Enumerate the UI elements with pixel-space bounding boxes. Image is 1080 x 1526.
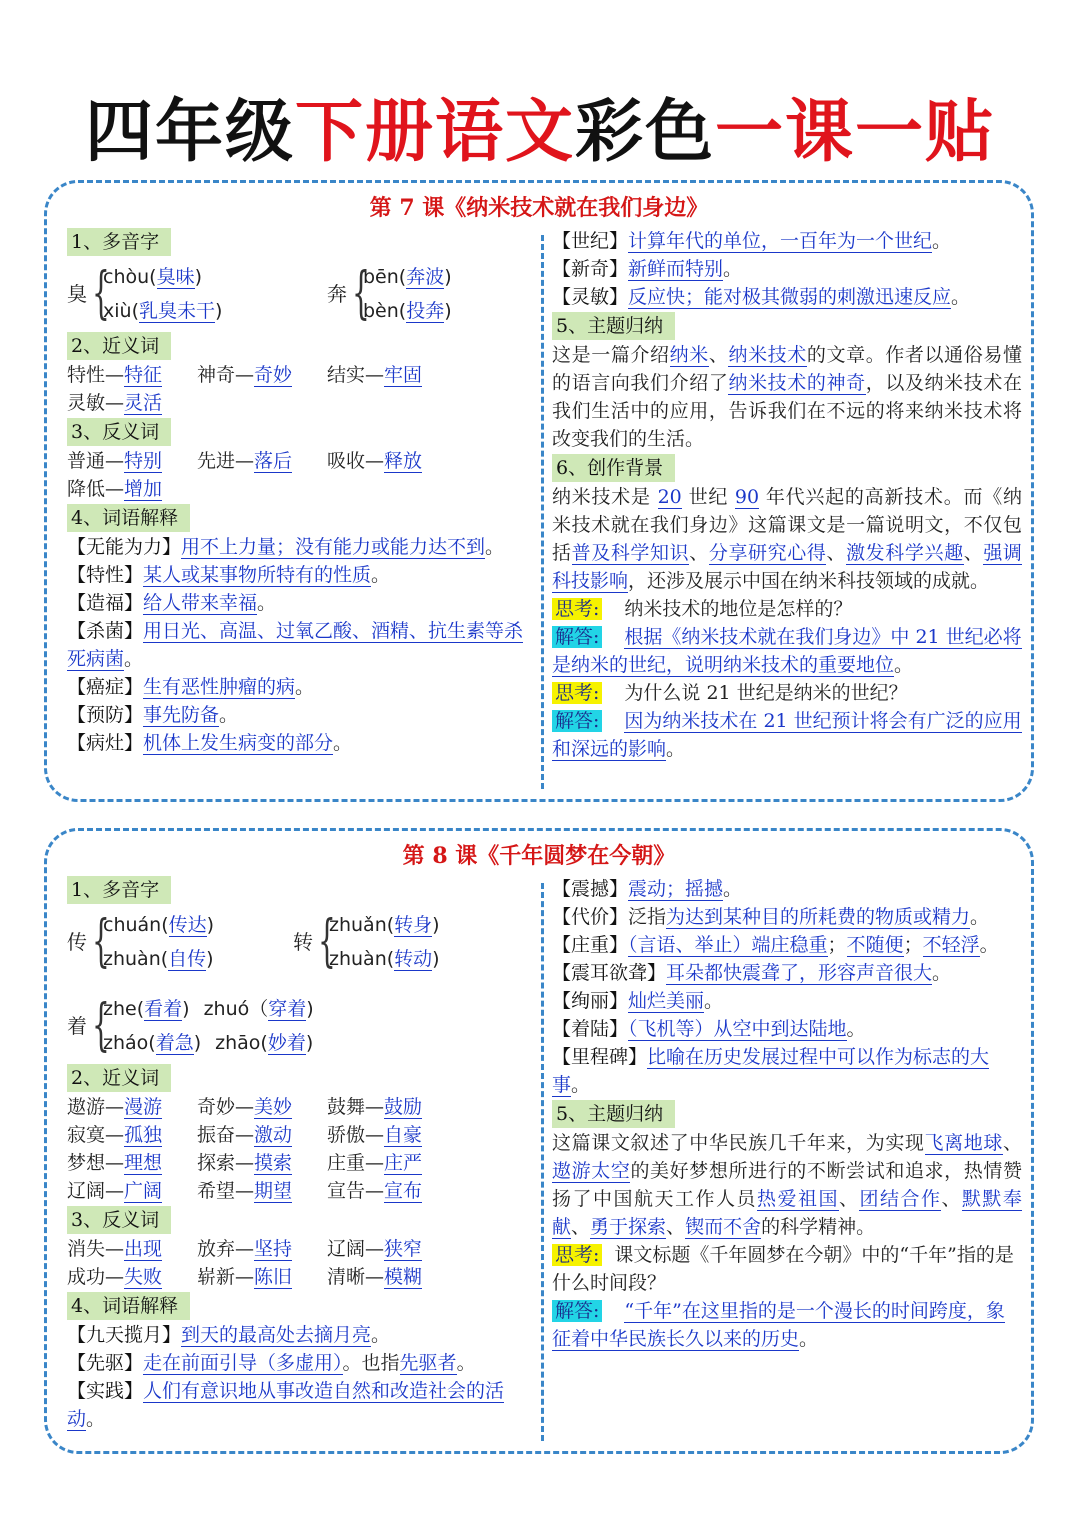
answer [552, 623, 1022, 679]
poly-char: 着 [67, 1014, 87, 1038]
term: 【新奇】 [552, 258, 629, 280]
text: 、 [689, 542, 709, 564]
lesson-7-left-column [67, 227, 533, 757]
word: 辽阔— [327, 1238, 385, 1260]
term: 【震撼】 [552, 878, 629, 900]
term: 【震耳欲聋】 [552, 962, 667, 984]
question-label: 思考: [552, 598, 602, 620]
antonym: 释放 [384, 450, 423, 472]
definition-item [552, 227, 1022, 255]
term: 【代价】 [552, 906, 629, 928]
definition: 人们有意识地从事改造自然和改造社会的活动 [67, 1380, 505, 1430]
paren: ) [206, 948, 214, 970]
antonym: 坚持 [254, 1238, 293, 1260]
definition-item [67, 589, 533, 617]
term: 【世纪】 [552, 230, 629, 252]
reading-word: 穿着 [268, 998, 307, 1020]
antonym: 陈旧 [254, 1266, 293, 1288]
definition: 不轻浮 [922, 934, 980, 956]
text: 的科学精神。 [761, 1216, 876, 1238]
word: 遨游— [67, 1096, 125, 1118]
word: 辽阔— [67, 1180, 125, 1202]
page-title [0, 78, 1080, 175]
poly-char: 传 [67, 930, 87, 954]
reading: zhuó（ [203, 998, 269, 1020]
term: 【实践】 [67, 1380, 144, 1402]
synonym: 摸索 [254, 1152, 293, 1174]
title-part-2: 下册语文 [294, 93, 575, 172]
lesson-8-card [44, 828, 1034, 1454]
question-text: 课文标题《千年圆梦在今朝》中的“千年”指的是什么时间段？ [552, 1244, 1014, 1294]
punct: 。 [799, 1328, 819, 1350]
reading-word: 着急 [155, 1032, 194, 1054]
question-label: 思考: [552, 682, 602, 704]
definition: 灿烂美丽 [628, 990, 705, 1012]
synonym: 宣布 [384, 1180, 423, 1202]
word: 鼓舞— [327, 1096, 385, 1118]
answer-label: 解答: [552, 1300, 602, 1322]
text: 泛指 [628, 906, 667, 928]
reading-word: 投奔 [406, 300, 445, 322]
column-divider [541, 235, 544, 789]
definition: （飞机等）从空中到达陆地 [628, 1018, 847, 1040]
punct: 。 [846, 1018, 866, 1040]
reading-word: 妙着 [267, 1032, 306, 1054]
synonym: 漫游 [124, 1096, 163, 1118]
term: 【绚丽】 [552, 990, 629, 1012]
punct: 。 [894, 654, 914, 676]
antonym-row [67, 447, 533, 475]
synonym: 理想 [124, 1152, 163, 1174]
definition: 用日光、高温、过氧乙酸、酒精、抗生素等杀死病菌 [67, 620, 524, 670]
word: 宣告— [327, 1180, 385, 1202]
punct: 。 [295, 676, 315, 698]
theme-paragraph [552, 341, 1022, 453]
term: 【造福】 [67, 592, 144, 614]
keyword: 锲而不舍 [685, 1216, 762, 1238]
answer-text: 根据《纳米技术就在我们身边》中 21 世纪必将是纳米的世纪，说明纳米技术的重要地位 [552, 626, 1022, 676]
text: 、 [708, 344, 729, 366]
paren: ) [194, 266, 203, 288]
punct: 。 [371, 564, 391, 586]
keyword: 默默奉献 [552, 1188, 1022, 1238]
definition-item [67, 1349, 533, 1377]
brace-icon: { [352, 261, 370, 326]
antonym-row [67, 475, 533, 503]
background-paragraph [552, 483, 1022, 595]
reading-word: 转身 [394, 914, 433, 936]
reading-word: 臭味 [156, 266, 195, 288]
word: 吸收— [327, 450, 385, 472]
brace-icon: { [92, 261, 110, 326]
question [552, 679, 1022, 707]
paren: ) [444, 266, 452, 288]
definition-item [552, 903, 1022, 931]
lesson-8-right-column [552, 875, 1022, 1353]
readings [103, 260, 303, 328]
punct: 。 [571, 1074, 591, 1096]
keyword: 纳米技术的神奇 [728, 372, 866, 394]
reading-word: 看着 [144, 998, 183, 1020]
keyword: 激发科学兴趣 [846, 542, 964, 564]
section-antonyms: 3、反义词 [67, 1206, 171, 1234]
antonym: 落后 [254, 450, 293, 472]
synonym-row [67, 389, 533, 417]
synonym: 广阔 [124, 1180, 163, 1202]
definition: 震动；摇撼 [628, 878, 724, 900]
text: 、 [941, 1188, 962, 1210]
reading-word: 转动 [394, 948, 433, 970]
word: 先进— [197, 450, 255, 472]
definition-item [552, 255, 1022, 283]
reading: xiù( [103, 300, 139, 322]
synonym-row [67, 1121, 533, 1149]
keyword: 普及科学知识 [571, 542, 690, 564]
punct: 。 [666, 738, 686, 760]
definition: 某人或某事物所特有的性质 [143, 564, 372, 586]
readings [363, 260, 452, 328]
section-definitions: 4、词语解释 [67, 1292, 190, 1320]
synonym: 鼓励 [384, 1096, 423, 1118]
reading: zháo( [103, 1032, 156, 1054]
punct: 。 [932, 962, 952, 984]
paren: ) [206, 914, 215, 936]
definition: 先驱者 [399, 1352, 457, 1374]
term: 【病灶】 [67, 732, 144, 754]
word: 清晰— [327, 1266, 385, 1288]
readings [103, 908, 273, 976]
word: 梦想— [67, 1152, 125, 1174]
keyword: 勇于探索 [590, 1216, 667, 1238]
paren: ) [305, 1032, 314, 1054]
reading-word: 奔波 [406, 266, 445, 288]
title-part-4: 一课一贴 [715, 93, 996, 172]
reading: zhe( [103, 998, 145, 1020]
punct: 。 [970, 906, 990, 928]
answer-text: 因为纳米技术在 21 世纪预计将会有广泛的应用和深远的影响 [552, 710, 1022, 760]
term: 【预防】 [67, 704, 144, 726]
punct: 。 [932, 230, 952, 252]
section-polyphonic: 1、多音字 [67, 228, 171, 256]
keyword: 团结合作 [859, 1188, 942, 1210]
question [552, 595, 1022, 623]
text: 纳米技术是 [552, 486, 658, 508]
punct: 。 [371, 1324, 391, 1346]
poly-char: 臭 [67, 282, 87, 306]
lesson-8-heading: 第 8 课《千年圆梦在今朝》 [402, 843, 676, 869]
synonym: 激动 [254, 1124, 293, 1146]
antonym: 出现 [124, 1238, 163, 1260]
antonym-row [67, 1263, 533, 1291]
antonym: 狭窄 [384, 1238, 423, 1260]
punct: 。 [456, 1352, 476, 1374]
word: 希望— [197, 1180, 255, 1202]
answer-text: “千年”在这里指的是一个漫长的时间跨度，象征着中华民族长久以来的历史 [552, 1300, 1005, 1350]
definition-item [552, 987, 1022, 1015]
word: 灵敏— [67, 392, 125, 414]
punct: 。 [704, 990, 724, 1012]
keyword: 飞离地球 [924, 1132, 1003, 1154]
definition-item [67, 729, 533, 757]
definition: 走在前面引导（多虚用） [143, 1352, 343, 1374]
definition-item [552, 875, 1022, 903]
definition-item [67, 561, 533, 589]
section-polyphonic: 1、多音字 [67, 876, 171, 904]
theme-paragraph [552, 1129, 1022, 1241]
antonym-row [67, 1235, 533, 1263]
reading: bēn( [363, 266, 407, 288]
lesson-7-card [44, 180, 1034, 802]
definition: 计算年代的单位，一百年为一个世纪 [628, 230, 933, 252]
reading: zhāo( [215, 1032, 268, 1054]
reading-word: 自传 [168, 948, 207, 970]
word: 普通— [67, 450, 125, 472]
term: 【杀菌】 [67, 620, 144, 642]
readings [103, 992, 314, 1060]
word: 振奋— [197, 1124, 255, 1146]
keyword: 遨游太空 [552, 1160, 631, 1182]
definition-item [552, 931, 1022, 959]
text: 、 [571, 1216, 591, 1238]
text: ，还涉及展示中国在纳米科技领域的成就。 [628, 570, 990, 592]
text: 、 [666, 1216, 686, 1238]
keyword: 90 [734, 486, 760, 508]
term: 【先驱】 [67, 1352, 144, 1374]
term: 【无能为力】 [67, 536, 182, 558]
readings [329, 908, 440, 976]
definition: 到天的最高处去摘月亮 [181, 1324, 372, 1346]
definition: 生有恶性肿瘤的病 [143, 676, 296, 698]
definition-item [67, 533, 533, 561]
reading: bèn( [363, 300, 407, 322]
text: 、 [838, 1188, 860, 1210]
paren: ) [215, 300, 223, 322]
synonym: 孤独 [124, 1124, 163, 1146]
polyphonic-group [67, 905, 533, 979]
section-synonyms: 2、近义词 [67, 332, 171, 360]
definition-item [552, 1015, 1022, 1043]
word: 奇妙— [197, 1096, 255, 1118]
punct: 。 [723, 258, 743, 280]
text: 世纪 [681, 486, 735, 508]
section-synonyms: 2、近义词 [67, 1064, 171, 1092]
synonym: 特征 [124, 364, 163, 386]
term: 【九天揽月】 [67, 1324, 182, 1346]
definition: 用不上力量；没有能力或能力达不到 [181, 536, 486, 558]
text: 这篇课文叙述了中华民族几千年来，为实现 [552, 1132, 925, 1154]
text: 年代兴起的高新技术。而《纳米技术就在我们身边》这篇课文是一篇说明文，不仅包括 [552, 486, 1022, 564]
question-text: 为什么说 21 世纪是纳米的世纪？ [624, 682, 908, 704]
punct: 。 [86, 1408, 106, 1430]
term: 【里程碑】 [552, 1046, 648, 1068]
definition: 为达到某种目的所耗费的物质或精力 [666, 906, 971, 928]
text: 的美好梦想所进行的不断尝试和追求，热情赞扬了中国航天工作人员 [552, 1160, 1022, 1210]
paren: ) [182, 998, 190, 1020]
brace-icon: { [92, 993, 110, 1058]
text: 这是一篇介绍 [552, 344, 670, 366]
synonym: 期望 [254, 1180, 293, 1202]
definition-item [552, 283, 1022, 311]
synonym: 自豪 [384, 1124, 423, 1146]
definition-item [67, 701, 533, 729]
keyword: 纳米技术 [728, 344, 807, 366]
punct: ； [903, 934, 923, 956]
brace-icon: { [92, 909, 110, 974]
word: 探索— [197, 1152, 255, 1174]
punct: 。 [333, 732, 353, 754]
answer-label: 解答: [552, 710, 602, 732]
keyword: 分享研究心得 [708, 542, 827, 564]
word: 庄重— [327, 1152, 385, 1174]
lesson-8-left-column [67, 875, 533, 1433]
question-text: 纳米技术的地位是怎样的？ [624, 598, 853, 620]
term: 【癌症】 [67, 676, 144, 698]
synonym: 牢固 [384, 364, 423, 386]
punct: 。 [979, 934, 999, 956]
definition: 不随便 [846, 934, 904, 956]
term: 【灵敏】 [552, 286, 629, 308]
punct: 。 [124, 648, 144, 670]
paren: ) [306, 998, 314, 1020]
synonym-row [67, 361, 533, 389]
answer [552, 707, 1022, 763]
punct: ； [827, 934, 847, 956]
definition: 给人带来幸福 [143, 592, 258, 614]
brace-icon: { [318, 909, 336, 974]
definition: 事先防备 [143, 704, 220, 726]
word: 降低— [67, 478, 125, 500]
definition: 比喻在历史发展过程中可以作为标志的大事 [552, 1046, 990, 1096]
synonym-row [67, 1149, 533, 1177]
term: 【特性】 [67, 564, 144, 586]
paren: ) [193, 1032, 202, 1054]
section-background: 6、创作背景 [552, 454, 675, 482]
reading-word: 传达 [168, 914, 207, 936]
reading-word: 乳臭未干 [138, 300, 215, 322]
definition-item [67, 1321, 533, 1349]
definition: 耳朵都快震聋了，形容声音很大 [666, 962, 933, 984]
antonym: 增加 [124, 478, 163, 500]
definition-item [67, 617, 533, 673]
word: 结实— [327, 364, 385, 386]
section-theme: 5、主题归纳 [552, 312, 675, 340]
section-definitions: 4、词语解释 [67, 504, 190, 532]
text: 。也指 [342, 1352, 400, 1374]
word: 寂寞— [67, 1124, 125, 1146]
punct: 。 [951, 286, 971, 308]
section-theme: 5、主题归纳 [552, 1100, 675, 1128]
synonym: 庄严 [384, 1152, 423, 1174]
question-label: 思考: [552, 1244, 602, 1266]
answer [552, 1297, 1022, 1353]
answer-label: 解答: [552, 626, 602, 648]
punct: 。 [257, 592, 277, 614]
keyword: 热爱祖国 [756, 1188, 839, 1210]
reading: chòu( [103, 266, 157, 288]
keyword: 纳米 [669, 344, 709, 366]
antonym: 特别 [124, 450, 163, 472]
punct: 。 [219, 704, 239, 726]
keyword: 20 [657, 486, 682, 508]
punct: 。 [723, 878, 743, 900]
paren: ) [432, 948, 440, 970]
word: 成功— [67, 1266, 125, 1288]
lesson-7-right-column [552, 227, 1022, 763]
definition-item [67, 1377, 533, 1433]
polyphonic-group [67, 989, 533, 1063]
synonym: 灵活 [124, 392, 163, 414]
text: 、 [826, 542, 847, 564]
reading: zhuàn( [329, 948, 395, 970]
lesson-7-heading: 第 7 课《纳米技术就在我们身边》 [369, 195, 709, 221]
definition-item [67, 673, 533, 701]
definition-item [552, 959, 1022, 987]
section-antonyms: 3、反义词 [67, 418, 171, 446]
word: 特性— [67, 364, 125, 386]
term: 【着陆】 [552, 1018, 629, 1040]
antonym: 失败 [124, 1266, 163, 1288]
text: ，以及纳米技术在我们生活中的应用，告诉我们在不远的将来纳米技术将改变我们的生活。 [552, 372, 1022, 450]
word: 神奇— [197, 364, 255, 386]
question [552, 1241, 1022, 1297]
poly-char: 转 [293, 930, 313, 954]
definition: （言语、举止）端庄稳重 [628, 934, 828, 956]
synonym-row [67, 1177, 533, 1205]
synonym: 美妙 [254, 1096, 293, 1118]
definition: 新鲜而特别 [628, 258, 724, 280]
reading: zhuàn( [103, 948, 169, 970]
poly-char: 奔 [327, 282, 347, 306]
paren: ) [432, 914, 440, 936]
word: 崭新— [197, 1266, 255, 1288]
keyword: 强调科技影响 [552, 542, 1022, 592]
column-divider [541, 883, 544, 1441]
punct: 。 [485, 536, 505, 558]
text: 的文章。作者以通俗易懂的语言向我们介绍了 [552, 344, 1022, 394]
synonym-row [67, 1093, 533, 1121]
definition: 反应快；能对极其微弱的刺激迅速反应 [628, 286, 952, 308]
antonym: 模糊 [384, 1266, 423, 1288]
reading: chuán( [103, 914, 169, 936]
text: 、 [963, 542, 984, 564]
definition: 机体上发生病变的部分 [143, 732, 334, 754]
title-part-1: 四年级 [84, 93, 295, 172]
paren: ) [444, 300, 452, 322]
reading: zhuǎn( [329, 914, 395, 936]
title-part-3: 彩色 [575, 93, 716, 172]
definition-item [552, 1043, 1022, 1099]
term: 【庄重】 [552, 934, 629, 956]
word: 消失— [67, 1238, 125, 1260]
text: 、 [1002, 1132, 1022, 1154]
word: 放弃— [197, 1238, 255, 1260]
synonym: 奇妙 [254, 364, 293, 386]
word: 骄傲— [327, 1124, 385, 1146]
polyphonic-group [67, 257, 533, 331]
